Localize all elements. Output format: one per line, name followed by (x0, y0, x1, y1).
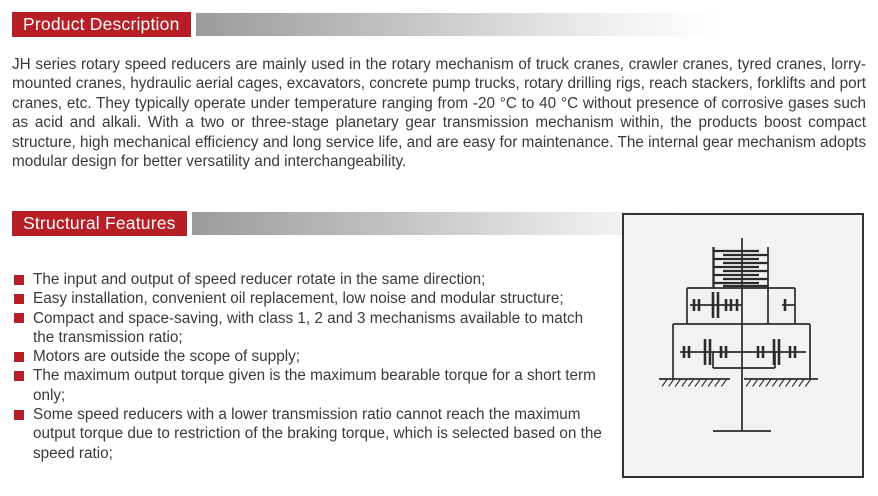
feature-item (14, 309, 610, 348)
feature-text: The maximum output torque given is the maximum bearable torque for a short term only; (33, 367, 596, 404)
feature-item (14, 347, 610, 366)
bullet-square-icon (14, 275, 24, 285)
product-description-text: JH series rotary speed reducers are mainly used in the rotary mechanism of truck cranes, crawler cranes, tyred cranes, lorry-mounted cranes, hydraulic aerial cages, excavators, concrete pump trucks, rotary drilling rigs, reach stackers, forklifts and port cranes, etc. They typically operate under temperature ranging from -20 °C to 40 °C without presence of corrosive gases such as acid and alkali. With a two or three-stage planetary gear transmission mechanism within, the products boost compact structure, high mechanical efficiency and long service life, and are easy for maintenance. The internal gear mechanism adopts modular design for better versatility and interchangeability. (12, 56, 866, 171)
structural-features-list (14, 270, 610, 463)
planetary-gearbox-schematic-icon (624, 215, 862, 476)
feature-text: The input and output of speed reducer rotate in the same direction; (33, 271, 486, 288)
feature-item (14, 289, 610, 308)
feature-text: Motors are outside the scope of supply; (33, 348, 300, 366)
feature-item (14, 366, 610, 405)
feature-item (14, 405, 610, 463)
product-description-header (12, 12, 866, 37)
structural-features-title: Structural Features (12, 211, 187, 236)
bullet-square-icon (14, 313, 24, 323)
feature-text: Some speed reducers with a lower transmission ratio cannot reach the maximum output torque due to restriction of the braking torque, which is selected based on the speed ratio; (33, 406, 602, 462)
product-description-title: Product Description (12, 12, 191, 37)
bullet-square-icon (14, 410, 24, 420)
bullet-square-icon (14, 352, 24, 362)
bullet-square-icon (14, 371, 24, 381)
feature-text: Compact and space-saving, with class 1, 2 and 3 mechanisms available to match the transmission ratio; (33, 309, 584, 346)
feature-item (14, 270, 610, 289)
gearbox-diagram-panel (622, 213, 864, 478)
header-gradient-bar (196, 13, 866, 36)
bullet-square-icon (14, 294, 24, 304)
feature-text: Easy installation, convenient oil replacement, low noise and modular structure; (33, 290, 564, 308)
